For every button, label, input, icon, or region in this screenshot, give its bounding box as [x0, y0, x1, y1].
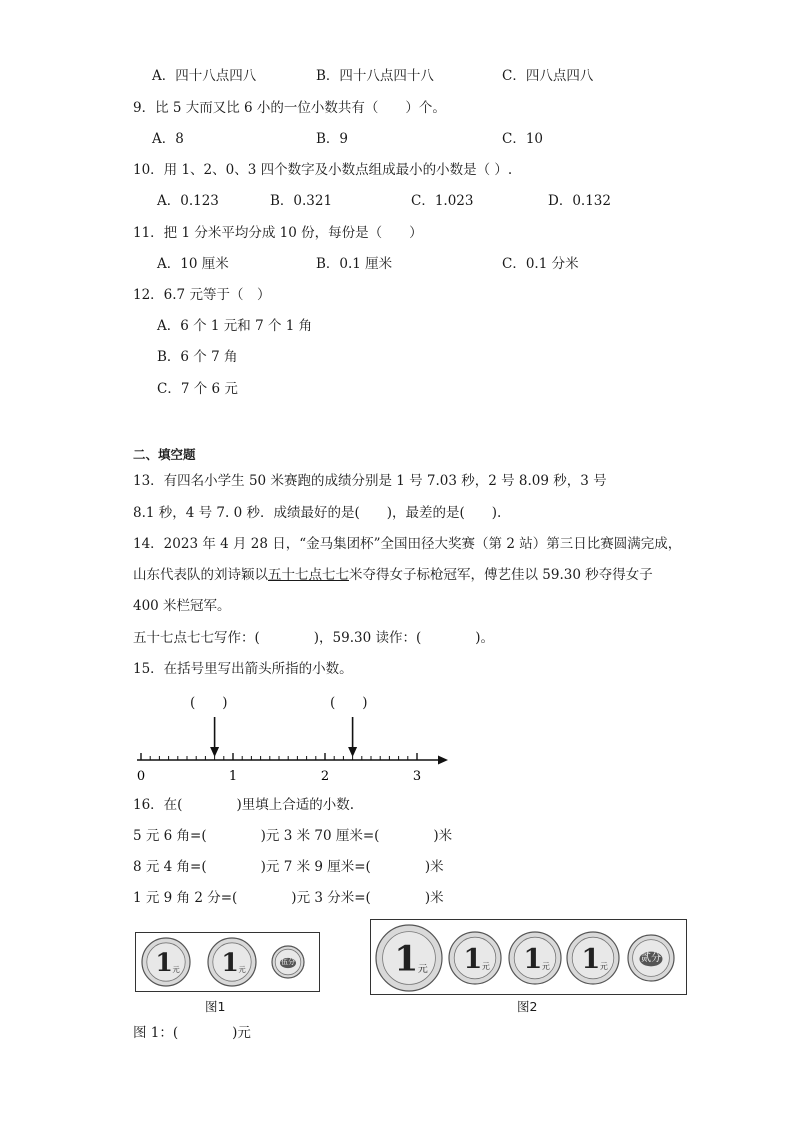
q16-row-1: 5 元 6 角=( )元 3 米 70 厘米=( )米: [133, 828, 453, 844]
tick-label: 1: [228, 769, 238, 784]
q15-blank-1: ( ): [190, 695, 228, 711]
svg-text:1: 1: [581, 942, 601, 975]
figure-2-image: [371, 920, 686, 994]
svg-text:元: 元: [482, 961, 490, 971]
figure-2-coins: [370, 919, 687, 995]
one-yuan-coin: [142, 938, 190, 986]
q14-line1: 14．2023 年 4 月 28 日，“金马集团杯”全国田径大奖赛（第 2 站）第三日比赛圆满完成，: [133, 536, 682, 552]
q16-row-2: 8 元 4 角=( )元 7 米 9 厘米=( )米: [133, 859, 444, 875]
q14-underlined-number: 五十七点七七: [268, 567, 349, 583]
svg-text:元: 元: [417, 963, 428, 975]
number-line: [0, 712, 794, 802]
svg-text:元: 元: [238, 965, 246, 975]
one-yuan-coin: [449, 932, 501, 984]
q11-option-a: A．10 厘米: [157, 256, 229, 272]
svg-text:1: 1: [394, 938, 419, 980]
svg-text:1: 1: [463, 942, 483, 975]
q15-blank-2: ( ): [330, 695, 368, 711]
tick-label: 0: [136, 769, 146, 784]
one-yuan-coin: [376, 925, 442, 991]
q8-option-c: C．四八点四八: [502, 68, 594, 84]
q12-stem: 12．6.7 元等于（ ）: [133, 287, 271, 303]
q8-option-a: A．四十八点四八: [152, 68, 257, 84]
q15-stem: 15．在括号里写出箭头所指的小数。: [133, 661, 353, 677]
q11-stem: 11．把 1 分米平均分成 10 份，每份是（ ）: [133, 225, 423, 241]
q14-line2: [133, 566, 653, 584]
q16-stem: 16．在( )里填上合适的小数.: [133, 797, 355, 813]
number-line-arrowhead: [438, 756, 448, 765]
q14-line3: 400 米栏冠军。: [133, 598, 231, 614]
svg-text:元: 元: [600, 961, 608, 971]
tick-label: 2: [320, 769, 330, 784]
svg-text:元: 元: [172, 965, 180, 975]
q14-line4: 五十七点七七写作：( )，59.30 读作：( )。: [133, 630, 495, 646]
svg-text:1: 1: [221, 947, 239, 978]
small-coin: [628, 935, 674, 981]
q16-row-3: 1 元 9 角 2 分=( )元 3 分米=( )米: [133, 890, 444, 906]
q9-option-a: A．8: [152, 131, 184, 147]
figure-1-coins: [135, 932, 320, 992]
q10-option-a: A．0.123: [157, 193, 219, 209]
q10-option-b: B．0.321: [270, 193, 333, 209]
q9-option-b: B．9: [316, 131, 349, 147]
pointer-arrowhead-2: [348, 747, 357, 757]
q11-option-c: C．0.1 分米: [502, 256, 579, 272]
one-yuan-coin: [509, 932, 561, 984]
q12-option-c: C．7 个 6 元: [157, 381, 238, 397]
svg-text:1: 1: [523, 942, 543, 975]
q10-option-d: D．0.132: [548, 193, 611, 209]
q13-line1: 13．有四名小学生 50 米赛跑的成绩分别是 1 号 7.03 秒，2 号 8.09 秒，3 号: [133, 473, 607, 489]
svg-text:贰分: 贰分: [640, 953, 662, 965]
q8-option-b: B．四十八点四十八: [316, 68, 434, 84]
q17-fig1-answer: 图 1：( )元: [133, 1025, 251, 1041]
svg-text:元: 元: [542, 961, 550, 971]
q14-line2-pre: 山东代表队的刘诗颖以: [133, 567, 268, 583]
one-yuan-coin: [208, 938, 256, 986]
q11-option-b: B．0.1 厘米: [316, 256, 393, 272]
q13-line2: 8.1 秒，4 号 7. 0 秒．成绩最好的是( )，最差的是( ).: [133, 505, 502, 521]
q14-line2-post: 米夺得女子标枪冠军，傅艺佳以 59.30 秒夺得女子: [349, 567, 653, 583]
q9-option-c: C．10: [502, 131, 544, 147]
pointer-arrowhead-1: [210, 747, 219, 757]
q10-option-c: C．1.023: [411, 193, 474, 209]
figure-1-caption: 图1: [205, 999, 226, 1014]
one-yuan-coin: [567, 932, 619, 984]
figure-1-image: [136, 933, 319, 991]
q10-stem: 10．用 1、2、0、3 四个数字及小数点组成最小的小数是（ ）.: [133, 162, 513, 178]
q12-option-b: B．6 个 7 角: [157, 349, 238, 365]
q12-option-a: A．6 个 1 元和 7 个 1 角: [157, 318, 313, 334]
small-coin: [272, 946, 304, 978]
tick-label: 3: [412, 769, 422, 784]
figure-2-caption: 图2: [517, 999, 538, 1014]
q9-stem: 9．比 5 大而又比 6 小的一位小数共有（ ）个。: [133, 100, 446, 116]
section-title: 二、填空题: [133, 447, 196, 462]
svg-text:1: 1: [155, 947, 173, 978]
svg-text:伍分: 伍分: [280, 957, 296, 967]
